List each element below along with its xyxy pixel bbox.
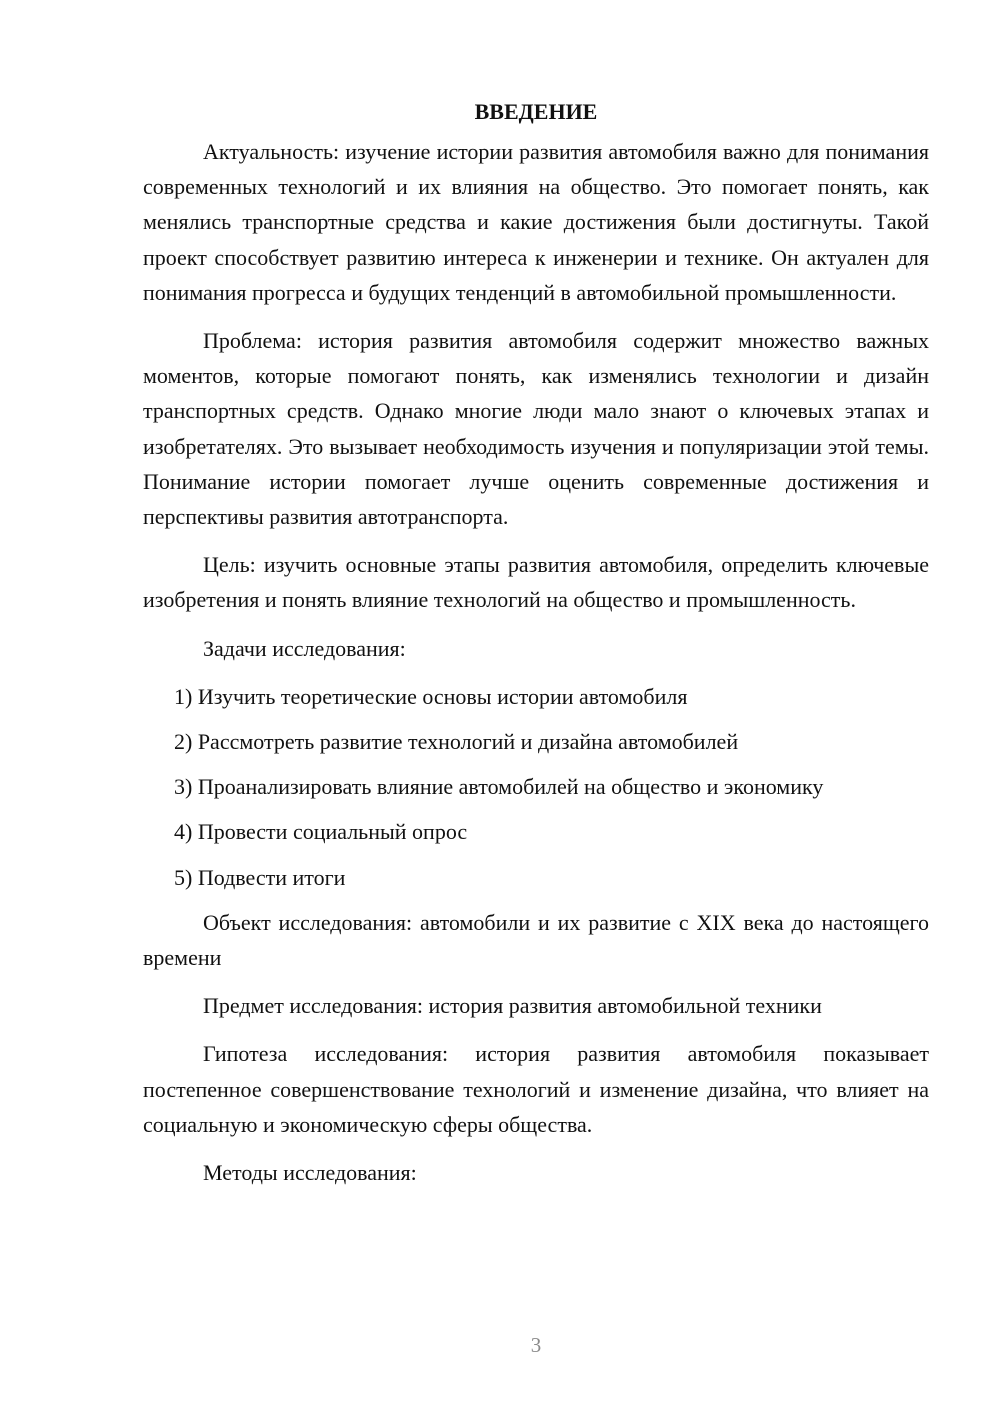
- page-heading: ВВЕДЕНИЕ: [474, 99, 598, 124]
- page-number: 3: [530, 1333, 542, 1357]
- page-content: [143, 96, 929, 1203]
- paragraph-relevance: Актуальность: изучение истории развития автомобиля важно для понимания современных технологий и их влияния на общество. Это помогает понять, как менялись транспортные средства и какие достижения были достигнуты. Такой проект способствует развитию интереса к инженерии и технике. Он актуален для понимания прогресса и будущих тенденций в автомобильной промышленности.: [143, 139, 929, 305]
- paragraph-subject: Предмет исследования: история развития автомобильной техники: [203, 993, 822, 1019]
- list-item: 2) Рассмотреть развитие технологий и дизайна автомобилей: [174, 729, 739, 755]
- list-item: 1) Изучить теоретические основы истории автомобиля: [174, 683, 688, 709]
- paragraph-object: Объект исследования: автомобили и их развитие с XIX века до настоящего времени: [143, 909, 929, 971]
- paragraph-hypothesis: Гипотеза исследования: история развития автомобиля показывает постепенное совершенствование технологий и изменение дизайна, что влияет на социальную и экономическую сферы общества.: [143, 1041, 929, 1137]
- paragraph-problem: Проблема: история развития автомобиля содержит множество важных моментов, которые помогают понять, как изменялись технологии и дизайн транспортных средств. Однако многие люди мало знают о ключевых этапах и изобретателях. Это вызывает необходимость изучения и популяризации этой темы. Понимание истории помогает лучше оценить современные достижения и перспективы развития автотранспорта.: [143, 328, 929, 530]
- tasks-list: [143, 679, 929, 895]
- list-item: 3) Проанализировать влияние автомобилей на общество и экономику: [174, 774, 824, 800]
- tasks-title: Задачи исследования:: [203, 635, 406, 661]
- list-item: 5) Подвести итоги: [174, 864, 346, 890]
- paragraph-goal: Цель: изучить основные этапы развития автомобиля, определить ключевые изобретения и понять влияние технологий на общество и промышленность.: [143, 552, 929, 613]
- methods-title: Методы исследования:: [203, 1160, 417, 1186]
- list-item: 4) Провести социальный опрос: [174, 819, 468, 845]
